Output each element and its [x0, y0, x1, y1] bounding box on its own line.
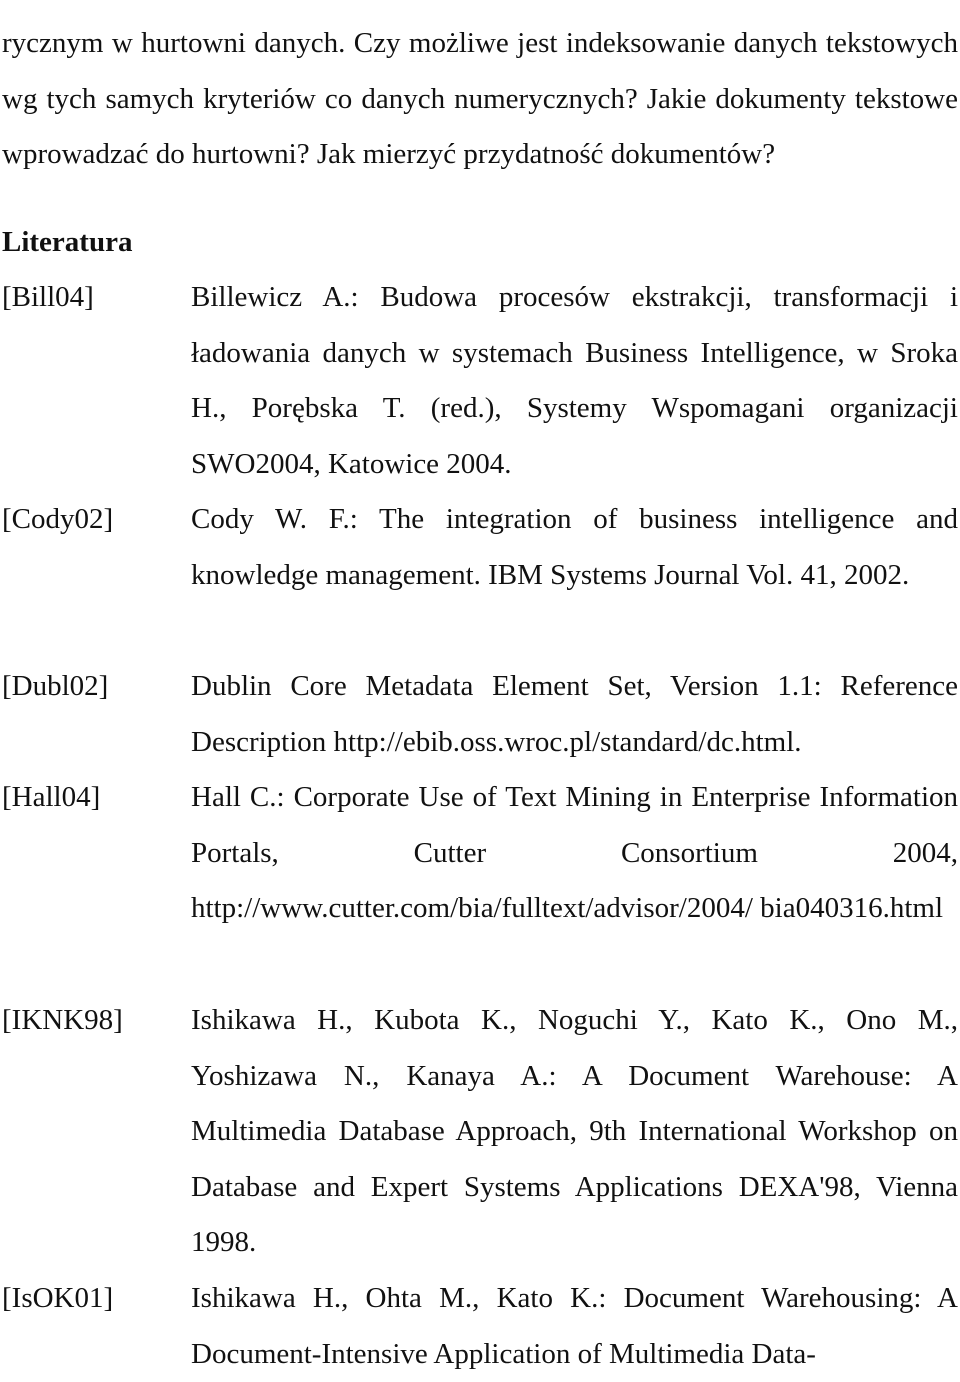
- reference-text: Billewicz A.: Budowa procesów ekstrakcji, transformacji i ładowania danych w systemach Business Intelligence, w Sroka H., Porębska T. (red.), Systemy Wspomagani organizacji SWO2004, Katowice 2004.: [191, 281, 958, 480]
- reference-key: [Cody02]: [2, 503, 114, 535]
- reference-text: Cody W. F.: The integration of business intelligence and knowledge management. IBM Systems Journal Vol. 41, 2002.: [191, 503, 958, 591]
- reference-text: Hall C.: Corporate Use of Text Mining in Enterprise Information Portals, Cutter Consortium 2004, http://www.cutter.com/bia/fulltext/advisor/2004/ bia040316.html: [191, 781, 958, 925]
- reference-key: [Bill04]: [2, 281, 94, 313]
- reference-key: [Hall04]: [2, 781, 101, 813]
- reference-text: Ishikawa H., Kubota K., Noguchi Y., Kato K., Ono M., Yoshizawa N., Kanaya A.: A Document Warehouse: A Multimedia Database Approach, 9th International Workshop on Database and Expert Systems Applications DEXA'98, Vienna 1998.: [191, 1004, 958, 1259]
- intro-paragraph: rycznym w hurtowni danych. Czy możliwe jest indeksowanie danych tekstowych wg tych samych kryteriów co danych numerycznych? Jakie dokumenty tekstowe wprowadzać do hurtowni? Jak mierzyć przydatność dokumentów?: [2, 27, 958, 171]
- reference-text: Dublin Core Metadata Element Set, Version 1.1: Reference Description http://ebib.oss.wroc.pl/standard/dc.html.: [191, 670, 958, 758]
- reference-key: [IsOK01]: [2, 1282, 114, 1314]
- reference-key: [Dubl02]: [2, 670, 109, 702]
- reference-key: [IKNK98]: [2, 1004, 123, 1036]
- section-heading-literatura: Literatura: [2, 226, 133, 258]
- reference-text: Ishikawa H., Ohta M., Kato K.: Document Warehousing: A Document-Intensive Application of Multimedia Data-: [191, 1282, 958, 1370]
